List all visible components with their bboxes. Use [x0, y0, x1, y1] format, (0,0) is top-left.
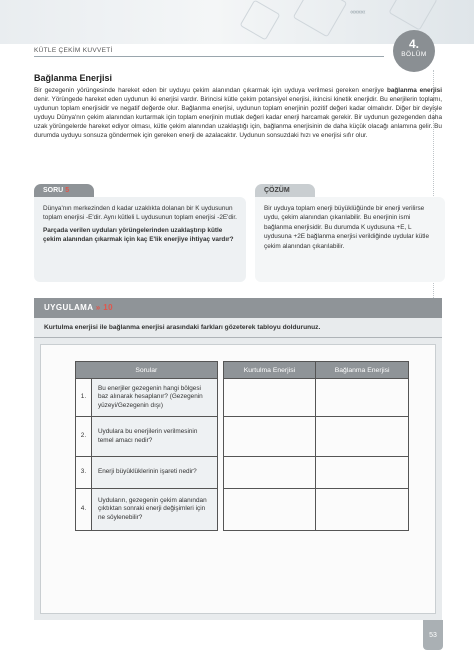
section-paragraph: [34, 86, 442, 141]
table-header-row: [76, 362, 409, 379]
column-header-questions: Sorular: [76, 362, 218, 379]
answer-cell-escape-energy[interactable]: [223, 417, 316, 457]
table-row: [76, 457, 409, 489]
table-row: [76, 489, 409, 531]
row-question: Enerji büyüklüklerinin işareti nedir?: [91, 457, 217, 489]
solution-tab-label: ÇÖZÜM: [264, 187, 290, 194]
solution-text: Bir uyduya toplam enerji büyüklüğünde bir enerji verilirse uydu, çekim alanından çıkarılabilir. Bu enerjinin ismi bağlanma enerjisidir. Bu durumda K uydusuna +E, L uydusuna +2E bağlanma enerjisi verildiğinde uydular kütle çekim alanından çıkarılabilir.: [264, 205, 430, 250]
application-header: [34, 298, 442, 318]
answer-cell-binding-energy[interactable]: [316, 489, 409, 531]
question-box: [34, 197, 246, 282]
running-title: KÜTLE ÇEKİM KUVVETİ: [34, 47, 113, 54]
row-number: 1.: [76, 379, 92, 417]
worksheet-table: [75, 361, 409, 531]
solution-tab: [255, 184, 315, 198]
answer-cell-escape-energy[interactable]: [223, 457, 316, 489]
question-prompt: Parçada verilen uyduları yörüngelerinden uzaklaştırıp kütle çekim alanından çıkarmak için kaç E'lik enerjiye ihtiyaç vardır?: [43, 226, 234, 244]
question-number: 5: [65, 187, 70, 194]
application-separator: »: [95, 303, 101, 312]
answer-cell-binding-energy[interactable]: [316, 417, 409, 457]
paragraph-text: denir. Yörüngede hareket eden uydunun iki enerjisi vardır. Birincisi kütle çekim potansiyel enerjisi, ikincisi kinetik enerjidir. Bu enerjilerin toplamı, uydunun toplam enerjisidir ve negatif değerde olur. Bağlanma enerjisi, uydunun toplam enerjinin pozitif değeri kadar olmalıdır. Diğer bir deyişle uyduyu Dünya'nın çekim alanından kurtarmak için toplam enerjinin mutlak değeri kadar enerji harcamak gerekir. Bir uydunun gezegenden daha uzak yörüngelerde hareket ediyor olması, kütle çekim alanından uzaklaştığı için, bağlanma enerjisinin de daha küçük olacağı anlamına gelir. Bu durumda uyduyu sonsuza göndermek için gereken enerji de azalacaktır. Uydunun sonsuzdaki hızı ve enerjisi sıfır olur.: [34, 96, 442, 140]
chapter-badge: [393, 30, 435, 72]
paragraph-keyword: bağlanma enerjisi: [386, 87, 442, 94]
hexagon-decoration: [388, 0, 437, 31]
answer-cell-binding-energy[interactable]: [316, 457, 409, 489]
row-question: Bu enerjiler gezegenin hangi bölgesi baz alınarak hesaplanır? (Gezegenin yüzeyi/Gezegenin dışı): [91, 379, 217, 417]
hexagon-decoration: [240, 0, 281, 40]
section-title: Bağlanma Enerjisi: [34, 73, 113, 83]
question-text: Dünya'nın merkezinden d kadar uzaklıkta dolanan bir K uydusunun toplam enerjisi -E'dir. Aynı kütleli L uydusunun toplam enerjisi -2E'dir.: [43, 205, 237, 222]
application-number: 10: [103, 303, 113, 312]
question-tab: [34, 184, 94, 198]
application-instruction: Kurtulma enerjisi ile bağlanma enerjisi arasındaki farkları gözeterek tabloyu doldurunuz.: [34, 318, 442, 338]
row-number: 3.: [76, 457, 92, 489]
column-header-binding-energy: Bağlanma Enerjisi: [316, 362, 409, 379]
application-panel: [34, 298, 442, 620]
question-tab-label: SORU: [43, 187, 64, 194]
column-header-escape-energy: Kurtulma Enerjisi: [223, 362, 316, 379]
row-question: Uyduların, gezegenin çekim alanından çıktıktan sonraki enerji değişimleri için ne söylenebilir?: [91, 489, 217, 531]
row-question: Uydulara bu enerjilerin verilmesinin temel amacı nedir?: [91, 417, 217, 457]
arrows-decoration: «««««: [350, 9, 365, 16]
answer-cell-binding-energy[interactable]: [316, 379, 409, 417]
header-divider: [34, 56, 384, 57]
table-row: [76, 379, 409, 417]
paragraph-text: Bir gezegenin yörüngesinde hareket eden bir uyduyu çekim alanından çıkarmak için uyduya verilmesi gereken enerjiye: [34, 87, 387, 94]
solution-box: [255, 197, 445, 282]
table-row: [76, 417, 409, 457]
answer-cell-escape-energy[interactable]: [223, 379, 316, 417]
row-number: 2.: [76, 417, 92, 457]
chapter-label: BÖLÜM: [401, 51, 427, 58]
hexagon-decoration: [293, 0, 348, 37]
row-number: 4.: [76, 489, 92, 531]
chapter-number: 4.: [408, 37, 419, 51]
worksheet-area: [40, 344, 436, 614]
answer-cell-escape-energy[interactable]: [223, 489, 316, 531]
page-number: 53: [423, 620, 443, 650]
application-label: UYGULAMA: [44, 303, 94, 312]
